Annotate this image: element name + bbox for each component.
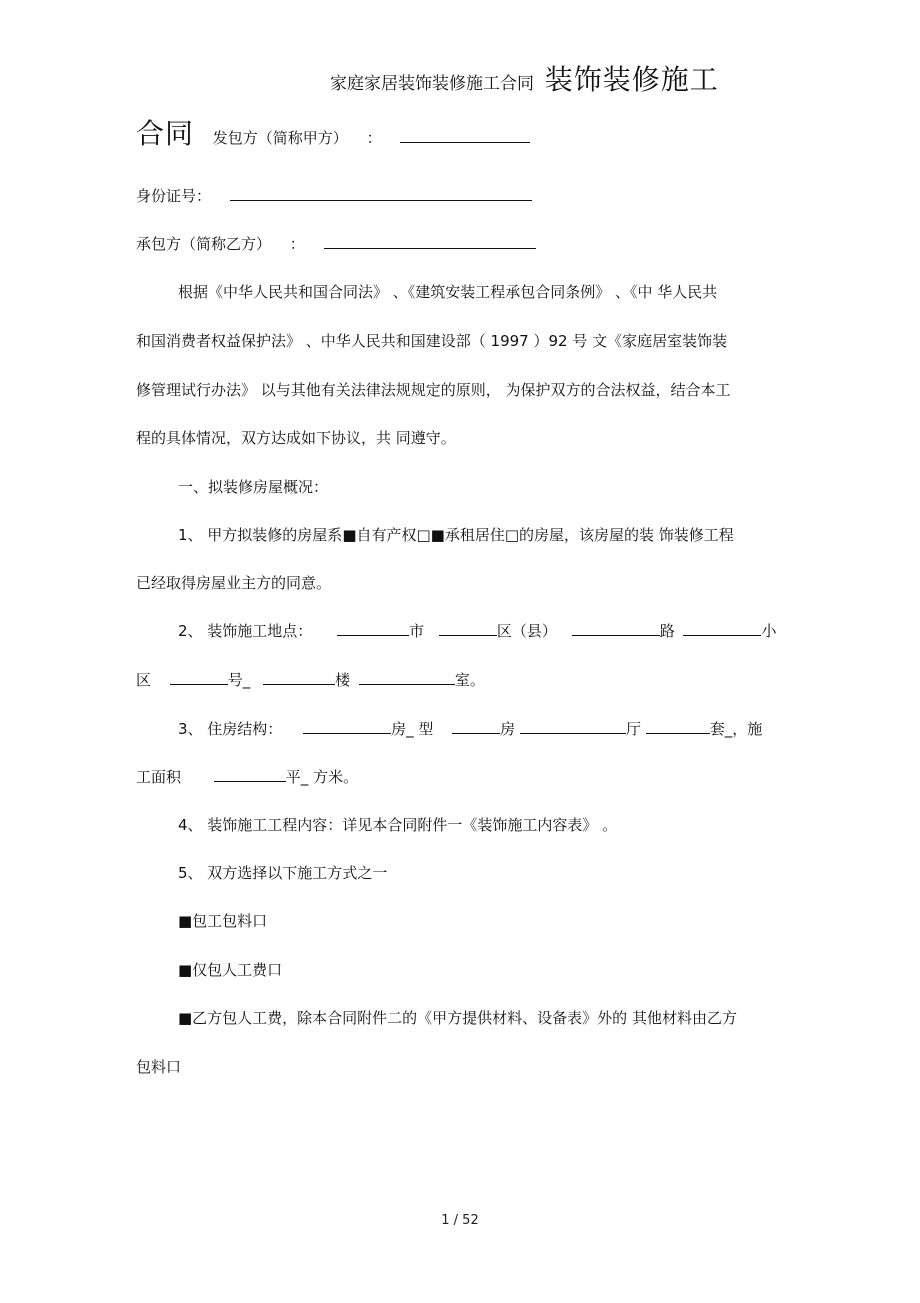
item5: 5、 双方选择以下施工方式之一 xyxy=(178,864,388,882)
area-label: 工面积 xyxy=(136,768,182,786)
lou-label: 楼 xyxy=(335,671,351,689)
preamble-line-1: 根据《中华人民共和国合同法》 、《建筑安装工程承包合同条例》 、《中 华人民共 xyxy=(178,283,718,301)
item2-label: 2、 装饰施工地点： xyxy=(178,622,313,640)
id-blank xyxy=(230,186,532,201)
item2-line-1 xyxy=(178,621,777,641)
hao-blank xyxy=(170,670,228,685)
page-number: 1 / 52 xyxy=(441,1213,479,1228)
fang-blank xyxy=(452,719,500,734)
city-label: 市 xyxy=(409,622,425,640)
item1-line-1: 1、 甲方拟装修的房屋系■自有产权□■承租居住□的房屋，该房屋的装 饰装修工程 xyxy=(178,526,734,544)
item3-label: 3、 住房结构： xyxy=(178,720,283,738)
city-blank xyxy=(337,621,409,636)
road-label: 路 xyxy=(659,622,675,640)
area-blank xyxy=(214,767,286,782)
option-2: ■仅包人工费口 xyxy=(178,961,283,979)
id-label: 身份证号： xyxy=(136,187,212,205)
ting-blank xyxy=(520,719,626,734)
item4: 4、 装饰施工工程内容：详见本合同附件一《装饰施工内容表》 。 xyxy=(178,816,618,834)
title-row-2 xyxy=(136,117,530,150)
shi-label: 室。 xyxy=(454,671,485,689)
hao-label: 号_ xyxy=(227,671,251,689)
item2-line-2 xyxy=(136,670,485,690)
shi-blank xyxy=(359,670,455,685)
district-blank xyxy=(439,621,497,636)
party-a-label: 发包方（简称甲方） xyxy=(212,129,348,147)
item1-line-2: 已经取得房屋业主方的同意。 xyxy=(136,574,332,592)
title-large-2: 合同 xyxy=(136,117,195,150)
tao-blank xyxy=(646,719,710,734)
option-1: ■包工包料口 xyxy=(178,912,268,930)
fang-label: 房 xyxy=(500,720,516,738)
lou-blank xyxy=(263,670,335,685)
id-row xyxy=(136,186,532,206)
title-row xyxy=(330,63,719,96)
party-b-row xyxy=(136,234,536,254)
item3-line-2 xyxy=(136,767,358,787)
item3-line-1 xyxy=(178,719,762,739)
xiao-label: 小 xyxy=(761,622,777,640)
party-a-colon: ： xyxy=(366,129,382,147)
type-blank xyxy=(303,719,391,734)
preamble-line-3: 修管理试行办法》 以与其他有关法律法规规定的原则， 为保护双方的合法权益，结合本工 xyxy=(136,381,731,399)
title-large-1: 装饰装修施工 xyxy=(544,63,719,96)
ting-label: 厅 xyxy=(625,720,641,738)
party-a-blank xyxy=(400,128,530,143)
party-b-label: 承包方（简称乙方） xyxy=(136,235,272,253)
area-unit: 平_ 方米。 xyxy=(285,768,359,786)
preamble-line-2: 和国消费者权益保护法》 、中华人民共和国建设部（ 1997 ）92 号 文《家庭居室装饰装 xyxy=(136,332,728,350)
xiao-blank xyxy=(683,621,761,636)
type-label: 房_ 型 xyxy=(391,720,434,738)
road-blank xyxy=(572,621,660,636)
qu-label: 区 xyxy=(136,671,152,689)
tao-label: 套_，施 xyxy=(709,720,763,738)
option-3-line-2: 包料口 xyxy=(136,1058,182,1076)
party-b-colon: ： xyxy=(289,235,305,253)
district-label: 区（县） xyxy=(496,622,557,640)
section1-heading: 一、拟装修房屋概况： xyxy=(178,478,329,496)
option-3-line-1: ■乙方包人工费，除本合同附件二的《甲方提供材料、设备表》外的 其他材料由乙方 xyxy=(178,1009,737,1027)
title-small: 家庭家居装饰装修施工合同 xyxy=(330,74,534,94)
party-b-blank xyxy=(324,234,536,249)
preamble-line-4: 程的具体情况，双方达成如下协议，共 同遵守。 xyxy=(136,429,456,447)
